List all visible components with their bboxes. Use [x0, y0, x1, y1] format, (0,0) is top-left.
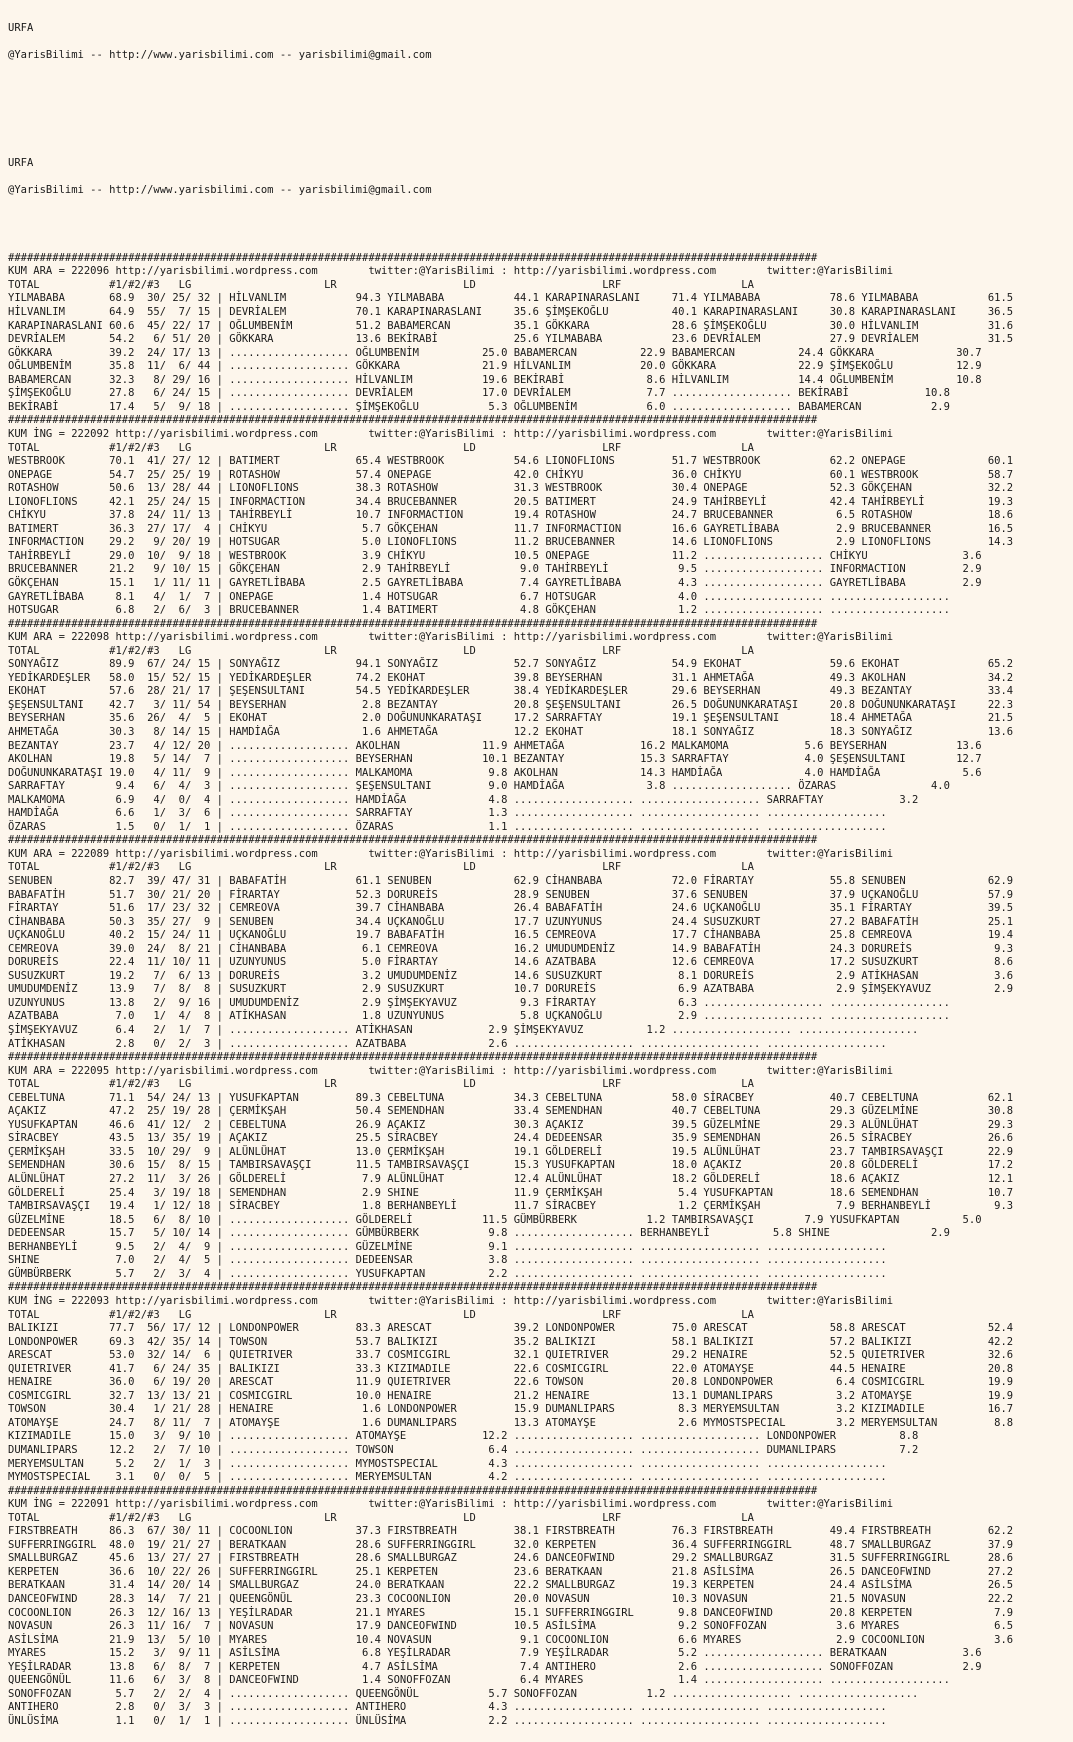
section-divider: ################################################################################################################################: [8, 834, 818, 847]
table-row: ÜNLÜSİMA 1.1 0/ 1/ 1 | ................... ÜNLÜSİMA 2.2 ................... ................... ...................: [8, 1714, 887, 1727]
table-row: BRUCEBANNER 21.2 9/ 10/ 15 | GÖKÇEHAN 2.9 TAHİRBEYLİ 9.0 TAHİRBEYLİ 9.5 ................... INFORMACTION 2.9: [8, 563, 982, 576]
table-row: HOTSUGAR 6.8 2/ 6/ 3 | BRUCEBANNER 1.4 BATIMERT 4.8 GÖKÇEHAN 1.2 ................... ...................: [8, 604, 950, 617]
table-row: CEMREOVA 39.0 24/ 8/ 21 | CİHANBABA 6.1 CEMREOVA 16.2 UMUDUMDENİZ 14.9 BABAFATİH 24.3 DORUREİS 9.3: [8, 942, 1014, 955]
section-divider: ################################################################################################################################: [8, 1051, 818, 1064]
section-divider: ################################################################################################################################: [8, 1484, 818, 1497]
table-row: MALKAMOMA 6.9 4/ 0/ 4 | ................... HAMDİAĞA 4.8 ................... ................... SARRAFTAY 3.2: [8, 793, 919, 806]
table-row: KARAPINARASLANI 60.6 45/ 22/ 17 | OĞLUMBENİM 51.2 BABAMERCAN 35.1 GÖKKARA 28.6 ŞİMŞEKOĞLU 30.0 HİLVANLIM 31.6: [8, 319, 1014, 332]
header2-contact: @YarisBilimi -- http://www.yarisbilimi.com -- yarisbilimi@gmail.com: [8, 184, 432, 197]
section-divider: ################################################################################################################################: [8, 251, 818, 264]
table-row: QUIETRIVER 41.7 6/ 24/ 35 | BALIKIZI 33.3 KIZIMADILE 22.6 COSMICGIRL 22.0 ATOMAYŞE 44.5 HENAIRE 20.8: [8, 1362, 1014, 1375]
table-row: AKOLHAN 19.8 5/ 14/ 7 | ................... BEYSERHAN 10.1 BEZANTAY 15.3 SARRAFTAY 4.0 ŞEŞENSULTANI 12.7: [8, 753, 982, 766]
table-row: YUSUFKAPTAN 46.6 41/ 12/ 2 | CEBELTUNA 26.9 AÇAKIZ 30.3 AÇAKIZ 39.5 GÜZELMİNE 29.3 ALÜNLÜHAT 29.3: [8, 1118, 1014, 1131]
table-row: DEVRİALEM 54.2 6/ 51/ 20 | GÖKKARA 13.6 BEKİRABİ 25.6 YILMABABA 23.6 DEVRİALEM 27.9 DEVRİALEM 31.5: [8, 333, 1014, 346]
table-row: GÖKÇEHAN 15.1 1/ 11/ 11 | GAYRETLİBABA 2.5 GAYRETLİBABA 7.4 GAYRETLİBABA 4.3 ................... GAYRETLİBABA 2.9: [8, 576, 982, 589]
table-row: ÇERMİKŞAH 33.5 10/ 29/ 9 | ALÜNLÜHAT 13.0 ÇERMİKŞAH 19.1 GÖLDERELİ 19.5 ALÜNLÜHAT 23.7 TAMBIRSAVAŞÇI 22.9: [8, 1145, 1014, 1158]
spacer: [8, 211, 1073, 225]
table-row: HİLVANLIM 64.9 55/ 7/ 15 | DEVRİALEM 70.1 KARAPINARASLANI 35.6 ŞİMŞEKOĞLU 40.1 KARAPINARASLANI 30.8 KARAPINARASLANI 36.5: [8, 306, 1014, 319]
section-divider: ################################################################################################################################: [8, 617, 818, 630]
table-row: SHINE 7.0 2/ 4/ 5 | ................... DEDEENSAR 3.8 ................... ................... ...................: [8, 1254, 887, 1267]
table-row: SEMENDHAN 30.6 15/ 8/ 15 | TAMBIRSAVAŞÇI 11.5 TAMBIRSAVAŞÇI 15.3 YUSUFKAPTAN 18.0 AÇAKIZ 20.8 GÖLDERELİ 17.2: [8, 1159, 1014, 1172]
table-row: BEYSERHAN 35.6 26/ 4/ 5 | EKOHAT 2.0 DOĞUNUNKARATAŞI 17.2 SARRAFTAY 19.1 ŞEŞENSULTANI 18.4 AHMETAĞA 21.5: [8, 712, 1014, 725]
table-row: BALIKIZI 77.7 56/ 17/ 12 | LONDONPOWER 83.3 ARESCAT 39.2 LONDONPOWER 75.0 ARESCAT 58.8 ARESCAT 52.4: [8, 1322, 1014, 1335]
table-row: SUSUZKURT 19.2 7/ 6/ 13 | DORUREİS 3.2 UMUDUMDENİZ 14.6 SUSUZKURT 8.1 DORUREİS 2.9 ATİKHASAN 3.6: [8, 969, 1014, 982]
table-row: YEDİKARDEŞLER 58.0 15/ 52/ 15 | YEDİKARDEŞLER 74.2 EKOHAT 39.8 BEYSERHAN 31.1 AHMETAĞA 49.3 AKOLHAN 34.2: [8, 671, 1014, 684]
table-row: ATİKHASAN 2.8 0/ 2/ 3 | ................... AZATBABA 2.6 ................... ................... ...................: [8, 1037, 887, 1050]
table-row: DUMANLIPARS 12.2 2/ 7/ 10 | ................... TOWSON 6.4 ................... ................... DUMANLIPARS 7.2: [8, 1443, 919, 1456]
header2-city: URFA: [8, 157, 34, 170]
table-row: ANTIHERO 2.8 0/ 3/ 3 | ................... ANTIHERO 4.3 ................... ................... ...................: [8, 1701, 887, 1714]
spacer: [8, 130, 1073, 144]
table-row: EKOHAT 57.6 28/ 21/ 17 | ŞEŞENSULTANI 54.5 YEDİKARDEŞLER 38.4 YEDİKARDEŞLER 29.6 BEYSERHAN 49.3 BEZANTAY 33.4: [8, 685, 1014, 698]
table-row: NOVASUN 26.3 11/ 16/ 7 | NOVASUN 17.9 DANCEOFWIND 10.5 ASİLSİMA 9.2 SONOFFOZAN 3.6 MYARES 6.5: [8, 1620, 1014, 1633]
table-row: COSMICGIRL 32.7 13/ 13/ 21 | COSMICGIRL 10.0 HENAIRE 21.2 HENAIRE 13.1 DUMANLIPARS 3.2 ATOMAYŞE 19.9: [8, 1389, 1014, 1402]
table-row: ALÜNLÜHAT 27.2 11/ 3/ 26 | GÖLDERELİ 7.9 ALÜNLÜHAT 12.4 ALÜNLÜHAT 18.2 GÖLDERELİ 18.6 AÇAKIZ 12.1: [8, 1173, 1014, 1186]
section-title: KUM ARA = 222089 http://yarisbilimi.wordpress.com twitter:@YarisBilimi : http://yarisbilimi.wordpress.com twitter:@YarisBilimi: [8, 847, 894, 860]
table-row: BEZANTAY 23.7 4/ 12/ 20 | ................... AKOLHAN 11.9 AHMETAĞA 16.2 MALKAMOMA 5.6 BEYSERHAN 13.6: [8, 739, 982, 752]
table-row: SMALLBURGAZ 45.6 13/ 27/ 27 | FIRSTBREATH 28.6 SMALLBURGAZ 24.6 DANCEOFWIND 29.2 SMALLBURGAZ 31.5 SUFFERRINGGIRL 28.6: [8, 1552, 1014, 1565]
section-column-headers: TOTAL #1/#2/#3 LG LR LD LRF LA: [8, 644, 754, 657]
table-row: ASİLSİMA 21.9 13/ 5/ 10 | MYARES 10.4 NOVASUN 9.1 COCOONLION 6.6 MYARES 2.9 COCOONLION 3.6: [8, 1633, 1014, 1646]
section-column-headers: TOTAL #1/#2/#3 LG LR LD LRF LA: [8, 861, 754, 874]
table-row: GÖKKARA 39.2 24/ 17/ 13 | ................... OĞLUMBENİM 25.0 BABAMERCAN 22.9 BABAMERCAN 24.4 GÖKKARA 30.7: [8, 346, 982, 359]
table-row: AZATBABA 7.0 1/ 4/ 8 | ATİKHASAN 1.8 UZUNYUNUS 5.8 UÇKANOĞLU 2.9 ................... ...................: [8, 1010, 950, 1023]
section-title: KUM ARA = 222098 http://yarisbilimi.wordpress.com twitter:@YarisBilimi : http://yarisbilimi.wordpress.com twitter:@YarisBilimi: [8, 631, 894, 644]
table-row: LONDONPOWER 69.3 42/ 35/ 14 | TOWSON 53.7 BALIKIZI 35.2 BALIKIZI 58.1 BALIKIZI 57.2 BALIKIZI 42.2: [8, 1335, 1014, 1348]
table-row: YILMABABA 68.9 30/ 25/ 32 | HİLVANLIM 94.3 YILMABABA 44.1 KARAPINARASLANI 71.4 YILMABABA 78.6 YILMABABA 61.5: [8, 292, 1014, 305]
table-row: BABAFATİH 51.7 30/ 21/ 20 | FİRARTAY 52.3 DORUREİS 28.9 SENUBEN 37.6 SENUBEN 37.9 UÇKANOĞLU 57.9: [8, 888, 1014, 901]
table-row: DEDEENSAR 15.7 5/ 10/ 14 | ................... GÜMBÜRBERK 9.8 ................... BERHANBEYLİ 5.8 SHINE 2.9: [8, 1227, 950, 1240]
table-row: DANCEOFWIND 28.3 14/ 7/ 21 | QUEENGÖNÜL 23.3 COCOONLION 20.0 NOVASUN 10.3 NOVASUN 21.5 NOVASUN 22.2: [8, 1592, 1014, 1605]
section-title: KUM İNG = 222092 http://yarisbilimi.wordpress.com twitter:@YarisBilimi : http://yarisbilimi.wordpress.com twitter:@YarisBilimi: [8, 427, 894, 440]
table-row: TAHİRBEYLİ 29.0 10/ 9/ 18 | WESTBROOK 3.9 CHİKYU 10.5 ONEPAGE 11.2 ................... CHİKYU 3.6: [8, 549, 982, 562]
table-row: MYARES 15.2 3/ 9/ 11 | ASİLSİMA 6.8 YEŞİLRADAR 7.9 YEŞİLRADAR 5.2 ................... BERATKAAN 3.6: [8, 1647, 982, 1660]
section-title: KUM İNG = 222093 http://yarisbilimi.wordpress.com twitter:@YarisBilimi : http://yarisbilimi.wordpress.com twitter:@YarisBilimi: [8, 1294, 894, 1307]
table-row: ONEPAGE 54.7 25/ 25/ 19 | ROTASHOW 57.4 ONEPAGE 42.0 CHİKYU 36.0 CHİKYU 60.1 WESTBROOK 58.7: [8, 468, 1014, 481]
table-row: SİRACBEY 43.5 13/ 35/ 19 | AÇAKIZ 25.5 SİRACBEY 24.4 DEDEENSAR 35.9 SEMENDHAN 26.5 SİRACBEY 26.6: [8, 1132, 1014, 1145]
table-row: BERATKAAN 31.4 14/ 20/ 14 | SMALLBURGAZ 24.0 BERATKAAN 22.2 SMALLBURGAZ 19.3 KERPETEN 24.4 ASİLSİMA 26.5: [8, 1579, 1014, 1592]
section-divider: ################################################################################################################################: [8, 414, 818, 427]
table-row: ŞEŞENSULTANI 42.7 3/ 11/ 54 | BEYSERHAN 2.8 BEZANTAY 20.8 ŞEŞENSULTANI 26.5 DOĞUNUNKARATAŞI 20.8 DOĞUNUNKARATAŞI 22.3: [8, 698, 1014, 711]
table-row: TOWSON 30.4 1/ 21/ 28 | HENAIRE 1.6 LONDONPOWER 15.9 DUMANLIPARS 8.3 MERYEMSULTAN 3.2 KIZIMADILE 16.7: [8, 1403, 1014, 1416]
section-title: KUM İNG = 222091 http://yarisbilimi.wordpress.com twitter:@YarisBilimi : http://yarisbilimi.wordpress.com twitter:@YarisBilimi: [8, 1498, 894, 1511]
table-row: SENUBEN 82.7 39/ 47/ 31 | BABAFATİH 61.1 SENUBEN 62.9 CİHANBABA 72.0 FİRARTAY 55.8 SENUBEN 62.9: [8, 875, 1014, 887]
table-row: ŞİMŞEKYAVUZ 6.4 2/ 1/ 7 | ................... ATİKHASAN 2.9 ŞİMŞEKYAVUZ 1.2 ................... ...................: [8, 1024, 919, 1037]
section-column-headers: TOTAL #1/#2/#3 LG LR LD LRF LA: [8, 441, 754, 454]
table-row: GÜMBÜRBERK 5.7 2/ 3/ 4 | ................... YUSUFKAPTAN 2.2 ................... ................... ...................: [8, 1267, 887, 1280]
section-divider: ################################################################################################################################: [8, 1281, 818, 1294]
section-column-headers: TOTAL #1/#2/#3 LG LR LD LRF LA: [8, 278, 754, 291]
table-row: ATOMAYŞE 24.7 8/ 11/ 7 | ATOMAYŞE 1.6 DUMANLIPARS 13.3 ATOMAYŞE 2.6 MYMOSTSPECIAL 3.2 MERYEMSULTAN 8.8: [8, 1416, 1014, 1429]
table-row: WESTBROOK 70.1 41/ 27/ 12 | BATIMERT 65.4 WESTBROOK 54.6 LIONOFLIONS 51.7 WESTBROOK 62.2 ONEPAGE 60.1: [8, 455, 1014, 468]
header-contact: @YarisBilimi -- http://www.yarisbilimi.com -- yarisbilimi@gmail.com: [8, 48, 432, 61]
table-row: SONYAĞIZ 89.9 67/ 24/ 15 | SONYAĞIZ 94.1 SONYAĞIZ 52.7 SONYAĞIZ 54.9 EKOHAT 59.6 EKOHAT 65.2: [8, 658, 1014, 671]
table-row: KERPETEN 36.6 10/ 22/ 26 | SUFFERRINGGIRL 25.1 KERPETEN 23.6 BERATKAAN 21.8 ASİLSİMA 26.5 DANCEOFWIND 27.2: [8, 1565, 1014, 1578]
table-row: YEŞİLRADAR 13.8 6/ 8/ 7 | KERPETEN 4.7 ASİLSİMA 7.4 ANTIHERO 2.6 ................... SONOFFOZAN 2.9: [8, 1660, 982, 1673]
table-row: QUEENGÖNÜL 11.6 6/ 3/ 8 | DANCEOFWIND 1.4 SONOFFOZAN 6.4 MYARES 1.4 ................... ...................: [8, 1674, 950, 1687]
table-row: BABAMERCAN 32.3 8/ 29/ 16 | ................... HİLVANLIM 19.6 BEKİRABİ 8.6 HİLVANLIM 14.4 OĞLUMBENİM 10.8: [8, 373, 982, 386]
table-row: KIZIMADILE 15.0 3/ 9/ 10 | ................... ATOMAYŞE 12.2 ................... ................... LONDONPOWER 8.8: [8, 1430, 919, 1443]
table-row: BERHANBEYLİ 9.5 2/ 4/ 9 | ................... GÜZELMİNE 9.1 ................... ................... ...................: [8, 1240, 887, 1253]
table-row: HAMDİAĞA 6.6 1/ 3/ 6 | ................... SARRAFTAY 1.3 ................... ................... ...................: [8, 807, 887, 820]
spacer: [8, 76, 1073, 90]
table-row: BATIMERT 36.3 27/ 17/ 4 | CHİKYU 5.7 GÖKÇEHAN 11.7 INFORMACTION 16.6 GAYRETLİBABA 2.9 BRUCEBANNER 16.5: [8, 522, 1014, 535]
table-row: UMUDUMDENİZ 13.9 7/ 8/ 8 | SUSUZKURT 2.9 SUSUZKURT 10.7 DORUREİS 6.9 AZATBABA 2.9 ŞİMŞEKYAVUZ 2.9: [8, 983, 1014, 996]
table-row: AHMETAĞA 30.3 8/ 14/ 15 | HAMDİAĞA 1.6 AHMETAĞA 12.2 EKOHAT 18.1 SONYAĞIZ 18.3 SONYAĞIZ 13.6: [8, 725, 1014, 738]
table-row: DOĞUNUNKARATAŞI 19.0 4/ 11/ 9 | ................... MALKAMOMA 9.8 AKOLHAN 14.3 HAMDİAĞA 4.0 HAMDİAĞA 5.6: [8, 766, 982, 779]
table-row: CHİKYU 37.8 24/ 11/ 13 | TAHİRBEYLİ 10.7 INFORMACTION 19.4 ROTASHOW 24.7 BRUCEBANNER 6.5 ROTASHOW 18.6: [8, 509, 1014, 522]
table-row: TAMBIRSAVAŞÇI 19.4 1/ 12/ 18 | SİRACBEY 1.8 BERHANBEYLİ 11.7 SİRACBEY 1.2 ÇERMİKŞAH 7.9 BERHANBEYLİ 9.3: [8, 1200, 1014, 1213]
table-row: GÖLDERELİ 25.4 3/ 19/ 18 | SEMENDHAN 2.9 SHINE 11.9 ÇERMİKŞAH 5.4 YUSUFKAPTAN 18.6 SEMENDHAN 10.7: [8, 1186, 1014, 1199]
table-row: HENAIRE 36.0 6/ 19/ 20 | ARESCAT 11.9 QUIETRIVER 22.6 TOWSON 20.8 LONDONPOWER 6.4 COSMICGIRL 19.9: [8, 1376, 1014, 1389]
table-row: MERYEMSULTAN 5.2 2/ 1/ 3 | ................... MYMOSTSPECIAL 4.3 ................... ................... ...................: [8, 1457, 887, 1470]
table-row: CİHANBABA 50.3 35/ 27/ 9 | SENUBEN 34.4 UÇKANOĞLU 17.7 UZUNYUNUS 24.4 SUSUZKURT 27.2 BABAFATİH 25.1: [8, 915, 1014, 928]
table-row: SONOFFOZAN 5.7 2/ 2/ 4 | ................... QUEENGÖNÜL 5.7 SONOFFOZAN 1.2 ................... ...................: [8, 1687, 919, 1700]
section-column-headers: TOTAL #1/#2/#3 LG LR LD LRF LA: [8, 1511, 754, 1524]
table-row: INFORMACTION 29.2 9/ 20/ 19 | HOTSUGAR 5.0 LIONOFLIONS 11.2 BRUCEBANNER 14.6 LIONOFLIONS 2.9 LIONOFLIONS 14.3: [8, 536, 1014, 549]
table-row: GÜZELMİNE 18.5 6/ 8/ 10 | ................... GÖLDERELİ 11.5 GÜMBÜRBERK 1.2 TAMBIRSAVAŞÇI 7.9 YUSUFKAPTAN 5.0: [8, 1213, 982, 1226]
section-title: KUM ARA = 222095 http://yarisbilimi.wordpress.com twitter:@YarisBilimi : http://yarisbilimi.wordpress.com twitter:@YarisBilimi: [8, 1064, 894, 1077]
table-row: MYMOSTSPECIAL 3.1 0/ 0/ 5 | ................... MERYEMSULTAN 4.2 ................... ................... ...................: [8, 1471, 887, 1484]
table-row: ARESCAT 53.0 32/ 14/ 6 | QUIETRIVER 33.7 COSMICGIRL 32.1 QUIETRIVER 29.2 HENAIRE 52.5 QUIETRIVER 32.6: [8, 1349, 1014, 1362]
table-row: GAYRETLİBABA 8.1 4/ 1/ 7 | ONEPAGE 1.4 HOTSUGAR 6.7 HOTSUGAR 4.0 ................... ...................: [8, 590, 950, 603]
table-row: FIRSTBREATH 86.3 67/ 30/ 11 | COCOONLION 37.3 FIRSTBREATH 38.1 FIRSTBREATH 76.3 FIRSTBREATH 49.4 FIRSTBREATH 62.2: [8, 1525, 1014, 1538]
section-column-headers: TOTAL #1/#2/#3 LG LR LD LRF LA: [8, 1308, 754, 1321]
table-row: CEBELTUNA 71.1 54/ 24/ 13 | YUSUFKAPTAN 89.3 CEBELTUNA 34.3 CEBELTUNA 58.0 SİRACBEY 40.7 CEBELTUNA 62.1: [8, 1091, 1014, 1104]
spacer: [8, 103, 1073, 117]
section-title: KUM ARA = 222096 http://yarisbilimi.wordpress.com twitter:@YarisBilimi : http://yarisbilimi.wordpress.com twitter:@YarisBilimi: [8, 265, 894, 278]
table-row: BEKİRABİ 17.4 5/ 9/ 18 | ................... ŞİMŞEKOĞLU 5.3 OĞLUMBENİM 6.0 ................... BABAMERCAN 2.9: [8, 400, 950, 413]
table-row: ÖZARAS 1.5 0/ 1/ 1 | ................... ÖZARAS 1.1 ................... ................... ...................: [8, 820, 887, 833]
section-column-headers: TOTAL #1/#2/#3 LG LR LD LRF LA: [8, 1078, 754, 1091]
table-row: UÇKANOĞLU 40.2 15/ 24/ 11 | UÇKANOĞLU 19.7 BABAFATİH 16.5 CEMREOVA 17.7 CİHANBABA 25.8 CEMREOVA 19.4: [8, 929, 1014, 942]
table-row: SUFFERRINGGIRL 48.0 19/ 21/ 27 | BERATKAAN 28.6 SUFFERRINGGIRL 32.0 KERPETEN 36.4 SUFFERRINGGIRL 48.7 SMALLBURGAZ 37.9: [8, 1538, 1014, 1551]
table-row: ROTASHOW 50.6 13/ 28/ 44 | LIONOFLIONS 38.3 ROTASHOW 31.3 WESTBROOK 30.4 ONEPAGE 52.3 GÖKÇEHAN 32.2: [8, 482, 1014, 495]
table-row: AÇAKIZ 47.2 25/ 19/ 28 | ÇERMİKŞAH 50.4 SEMENDHAN 33.4 SEMENDHAN 40.7 CEBELTUNA 29.3 GÜZELMİNE 30.8: [8, 1105, 1014, 1118]
table-row: ŞİMŞEKOĞLU 27.8 6/ 24/ 15 | ................... DEVRİALEM 17.0 DEVRİALEM 7.7 ................... BEKİRABİ 10.8: [8, 387, 950, 400]
table-row: COCOONLION 26.3 12/ 16/ 13 | YEŞİLRADAR 21.1 MYARES 15.1 SUFFERRINGGIRL 9.8 DANCEOFWIND 20.8 KERPETEN 7.9: [8, 1606, 1014, 1619]
header-city: URFA: [8, 21, 34, 34]
sections-container: [8, 252, 1073, 1729]
table-row: SARRAFTAY 9.4 6/ 4/ 3 | ................... ŞEŞENSULTANI 9.0 HAMDİAĞA 3.8 ................... ÖZARAS 4.0: [8, 780, 950, 793]
table-row: LIONOFLIONS 42.1 25/ 24/ 15 | INFORMACTION 34.4 BRUCEBANNER 20.5 BATIMERT 24.9 TAHİRBEYLİ 42.4 TAHİRBEYLİ 19.3: [8, 495, 1014, 508]
table-row: DORUREİS 22.4 11/ 10/ 11 | UZUNYUNUS 5.0 FİRARTAY 14.6 AZATBABA 12.6 CEMREOVA 17.2 SUSUZKURT 8.6: [8, 956, 1014, 969]
table-row: OĞLUMBENİM 35.8 11/ 6/ 44 | ................... GÖKKARA 21.9 HİLVANLIM 20.0 GÖKKARA 22.9 ŞİMŞEKOĞLU 12.9: [8, 360, 982, 373]
table-row: FİRARTAY 51.6 17/ 23/ 32 | CEMREOVA 39.7 CİHANBABA 26.4 BABAFATİH 24.6 UÇKANOĞLU 35.1 FİRARTAY 39.5: [8, 902, 1014, 915]
table-row: UZUNYUNUS 13.8 2/ 9/ 16 | UMUDUMDENİZ 2.9 ŞİMŞEKYAVUZ 9.3 FİRARTAY 6.3 ................... ...................: [8, 996, 950, 1009]
